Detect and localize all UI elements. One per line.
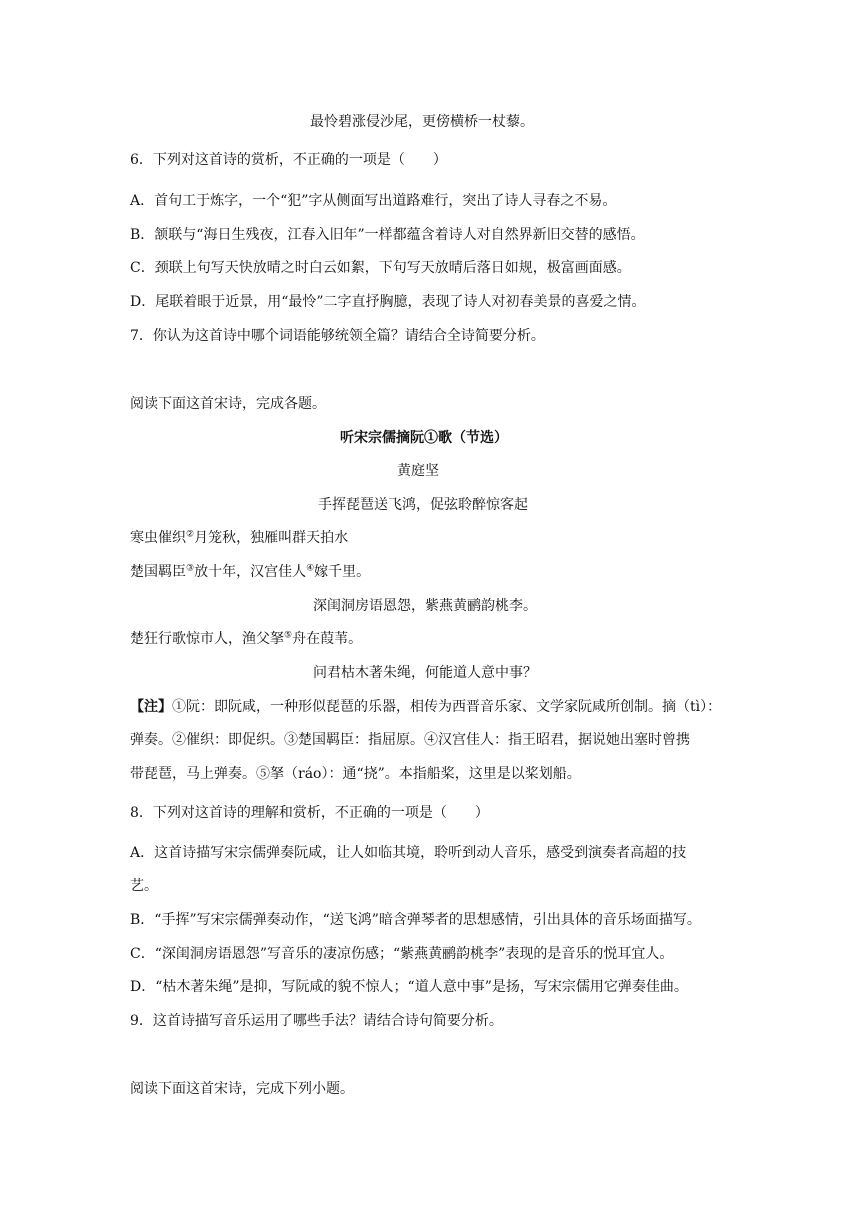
question-8-option-b: B．“手挥”写宋宗儒弹奏动作，“送飞鸿”暗含弹琴者的思想感情，引出具体的音乐场面描写。 <box>130 912 701 928</box>
question-6-option-c: C．颈联上句写天快放晴之时白云如絮，下句写天放晴后落日如规，极富画面感。 <box>130 260 631 276</box>
poem2-line-1: 手挥琵琶送飞鸿，促弦聆醉惊客起 <box>318 497 528 513</box>
note-tag: 【注】 <box>130 699 172 715</box>
poem2-note-line-2: 弹奏。②催织：即促织。③楚国羁臣：指屈原。④汉宫佳人：指王昭君，据说她出塞时曾携 <box>130 732 690 748</box>
section3-intro: 阅读下面这首宋诗，完成下列小题。 <box>130 1081 354 1097</box>
poem2-line-2: 寒虫催织②月笼秋，独雁叫群天拍水 <box>130 529 349 546</box>
question-8-option-a-cont: 艺。 <box>130 878 158 894</box>
question-6-option-d: D．尾联着眼于近景，用“最怜”二字直抒胸臆，表现了诗人对初春美景的喜爱之情。 <box>130 294 646 310</box>
footnote-marker-5: ⑤ <box>284 630 293 641</box>
question-6-option-a: A．首句工于炼字，一个“犯”字从侧面写出道路难行，突出了诗人寻春之不易。 <box>130 193 617 209</box>
footnote-marker-2: ② <box>186 529 195 540</box>
poem2-line-3: 楚国羁臣③放十年，汉宫佳人④嫁千里。 <box>130 563 371 580</box>
question-9-stem: 9．这首诗描写音乐运用了哪些手法？请结合诗句简要分析。 <box>130 1013 503 1029</box>
poem2-line-5: 楚狂行歌惊市人，渔父拏⑤舟在葭苇。 <box>130 630 363 647</box>
poem2-note-line-1: 【注】①阮：即阮咸，一种形似琵琶的乐器，相传为西晋音乐家、文学家阮咸所创制。摘（tì）： <box>130 699 722 715</box>
poem2-title: 听宋宗儒摘阮①歌（节选） <box>340 430 508 446</box>
poem2-line-4: 深闺洞房语恩怨，紫燕黄鹂韵桃李。 <box>313 598 537 614</box>
footnote-marker-4: ④ <box>306 563 315 574</box>
question-6-stem: 6．下列对这首诗的赏析，不正确的一项是（ ） <box>130 152 447 168</box>
question-8-stem: 8．下列对这首诗的理解和赏析，不正确的一项是（ ） <box>130 805 489 821</box>
question-7-stem: 7．你认为这首诗中哪个词语能够统领全篇？请结合全诗简要分析。 <box>130 328 545 344</box>
poem2-note-line-3: 带琵琶，马上弹奏。⑤拏（ráo）：通“挠”。本指船桨，这里是以桨划船。 <box>130 766 581 782</box>
footnote-marker-3: ③ <box>186 563 195 574</box>
poem1-last-line: 最怜碧涨侵沙尾，更傍横桥一杖藜。 <box>310 114 534 130</box>
question-6-option-b: B．颔联与“海日生残夜，江春入旧年”一样都蕴含着诗人对自然界新旧交替的感悟。 <box>130 227 645 243</box>
section2-intro: 阅读下面这首宋诗，完成各题。 <box>130 396 326 412</box>
poem2-line-6: 问君枯木著朱绳，何能道人意中事？ <box>313 665 537 681</box>
question-8-option-c: C．“深闺洞房语恩怨”写音乐的凄凉伤感；“紫燕黄鹂韵桃李”表现的是音乐的悦耳宜人。 <box>130 946 674 962</box>
poem2-author: 黄庭坚 <box>397 463 439 479</box>
question-8-option-a: A．这首诗描写宋宗儒弹奏阮咸，让人如临其境，聆听到动人音乐，感受到演奏者高超的技 <box>130 845 687 861</box>
question-8-option-d: D．“枯木著朱绳”是抑，写阮咸的貌不惊人；“道人意中事”是扬，写宋宗儒用它弹奏佳曲。 <box>130 979 688 995</box>
